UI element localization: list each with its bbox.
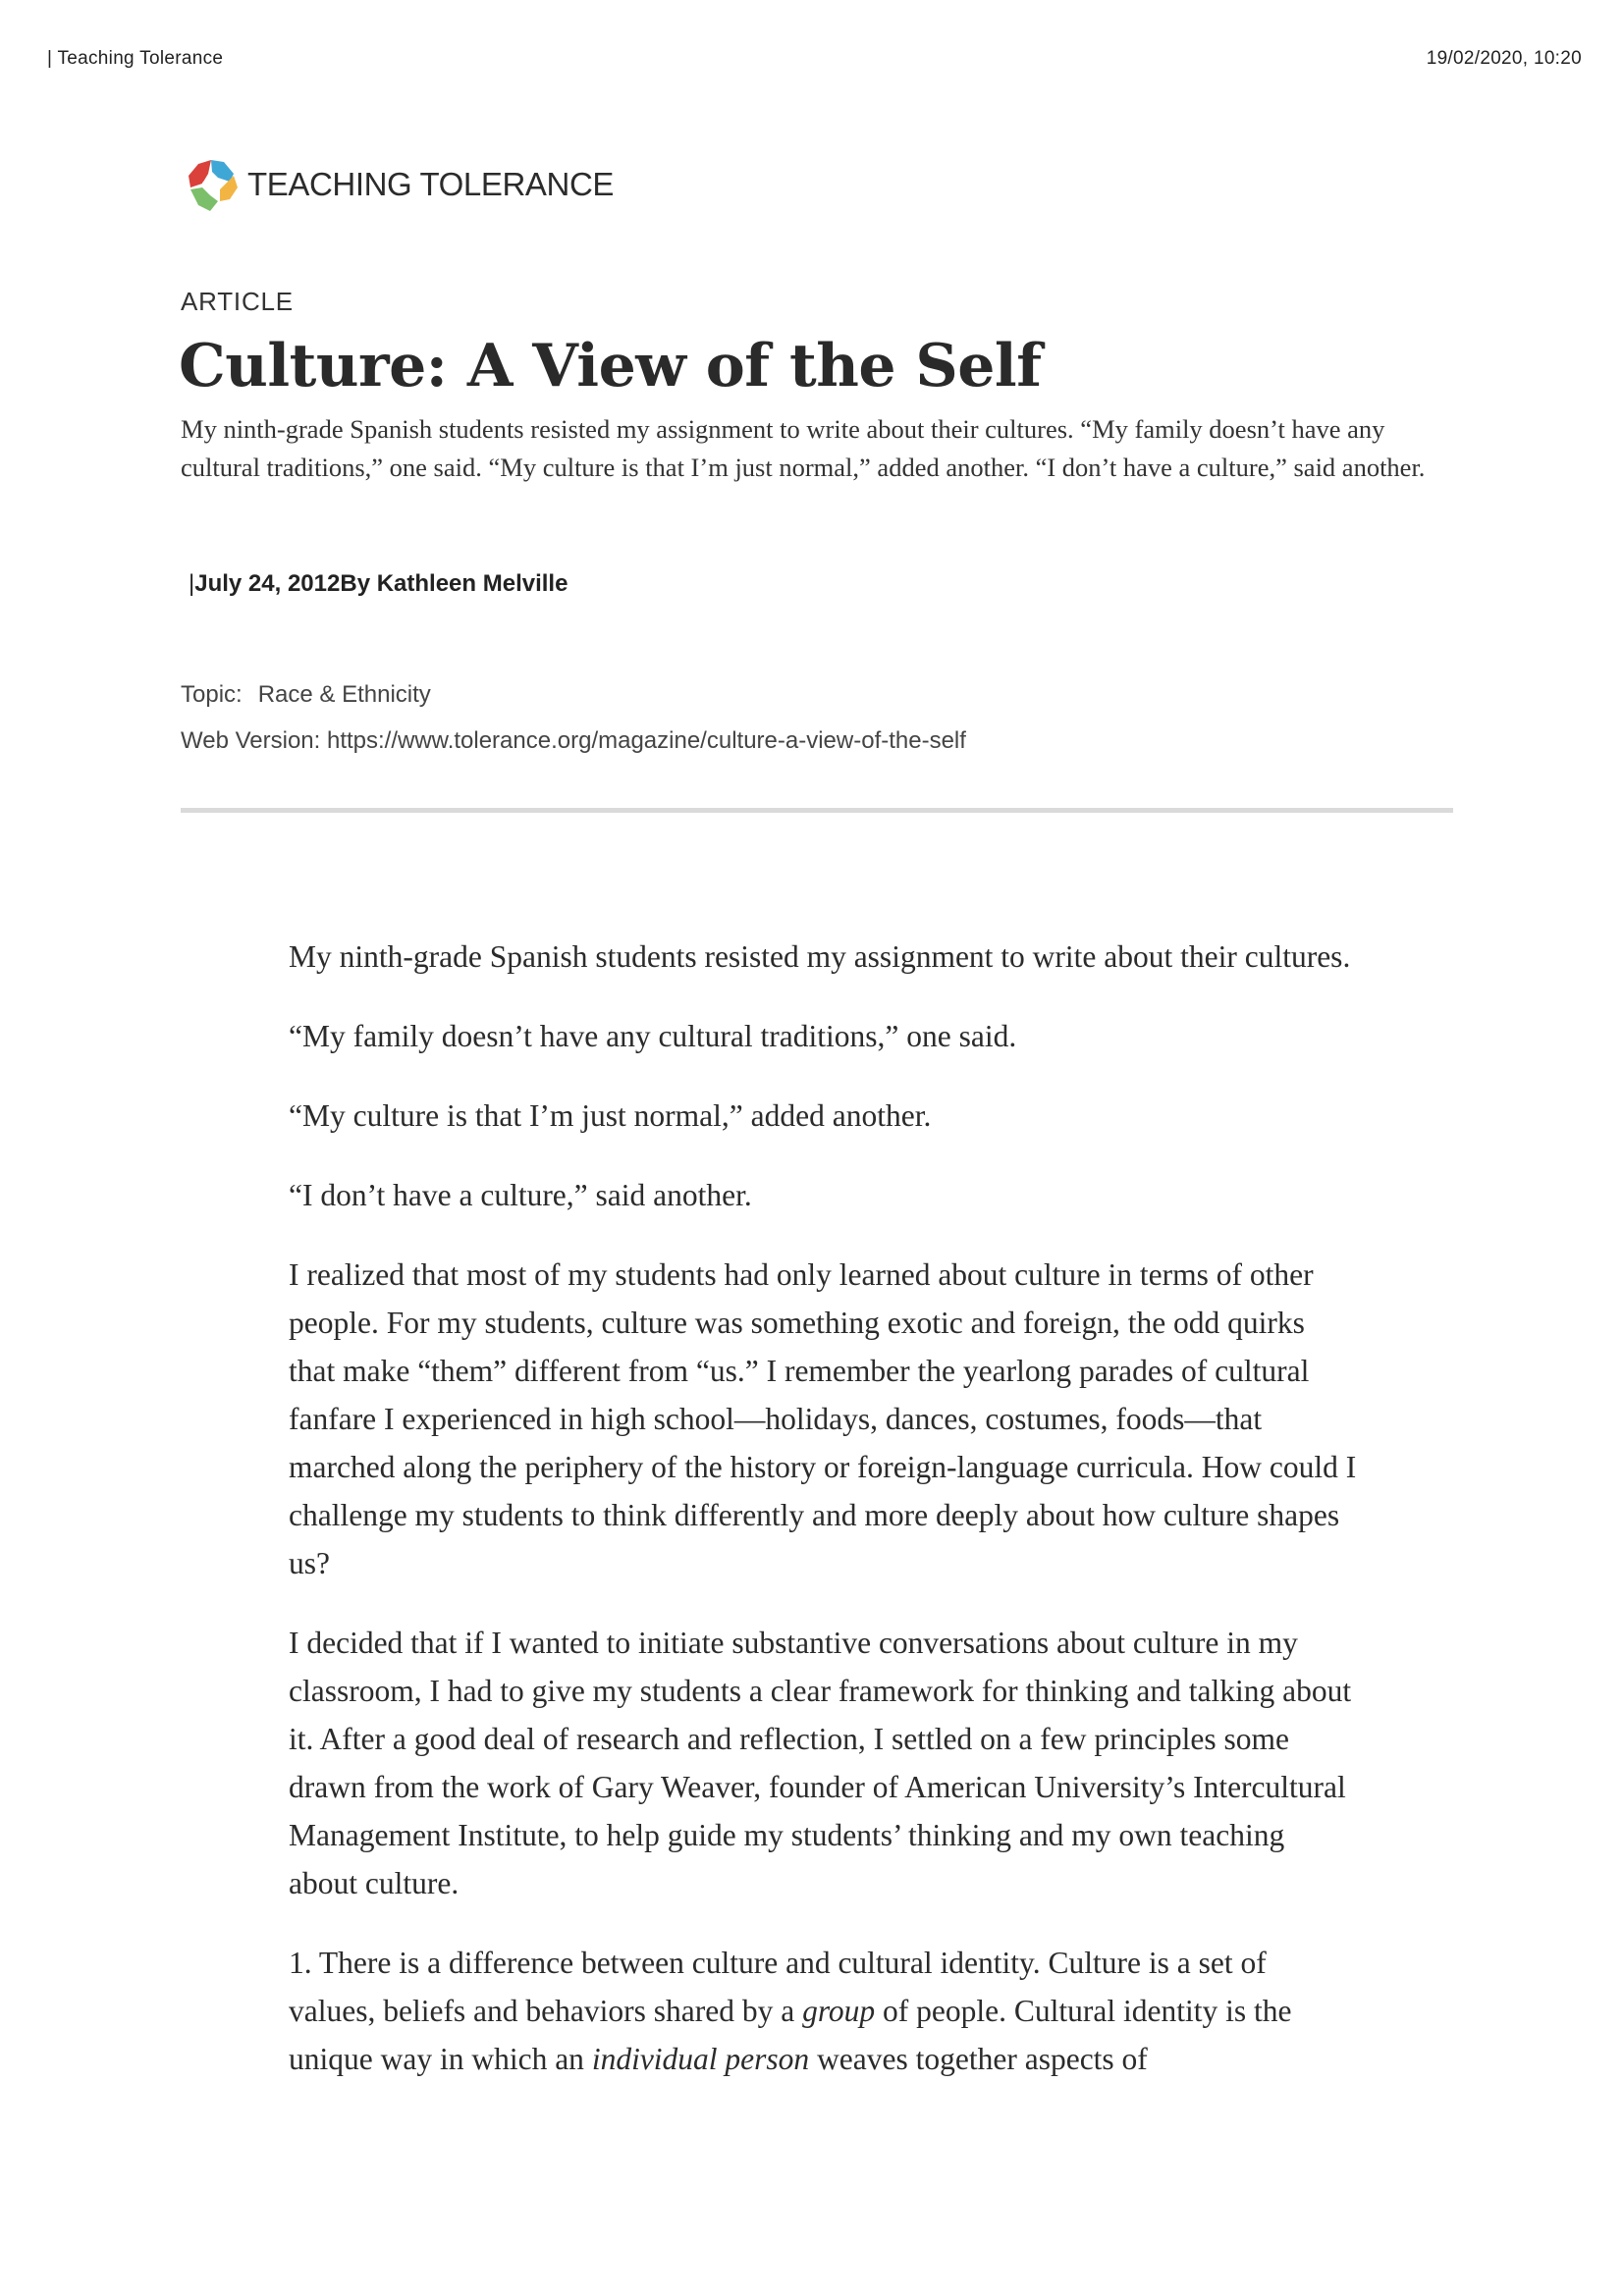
article-title: Culture: A View of the Self: [179, 332, 1042, 400]
p7-segment-c: weaves together aspects of: [809, 2042, 1148, 2076]
p7-emphasis-individual: individual person: [591, 2042, 810, 2076]
body-paragraph-5: I realized that most of my students had only learned about culture in terms of other people. For my students, culture was something exotic and foreign, the odd quirks that make “them” different from “us.” I remember the yearlong parades of cultural fanfare I experienced in high school—holidays, dances, costumes, foods—that marched along the periphery of the history or foreign-language curricula. How could I challenge my students to think differently and more deeply about how culture shapes us?: [289, 1257, 1357, 1580]
logo-petal-green: [190, 187, 218, 211]
p7-segment-a: 1. There is a difference between culture and cultural identity. Culture is a set of values, beliefs and behaviors shared by a: [289, 1946, 1267, 2028]
site-logo[interactable]: [181, 154, 614, 215]
byline-date: July 24, 2012: [194, 570, 341, 597]
body-paragraph-2: “My family doesn’t have any cultural traditions,” one said.: [289, 1019, 1017, 1053]
print-header-timestamp: 19/02/2020, 10:20: [1426, 48, 1582, 69]
section-divider: [181, 808, 1453, 813]
topic-label: Topic:: [181, 681, 243, 708]
topic-meta: [181, 681, 431, 709]
web-version-label: Web Version:: [181, 727, 321, 754]
teaching-tolerance-logo-icon: [181, 154, 242, 215]
article-body: [289, 933, 1359, 2114]
body-paragraph-6: I decided that if I wanted to initiate substantive conversations about culture in my classroom, I had to give my students a clear framework for thinking and talking about it. After a good deal of research and reflection, I settled on a few principles some drawn from the work of Gary Weaver, founder of American University’s Intercultural Management Institute, to help guide my students’ thinking and my own teaching about culture.: [289, 1626, 1352, 1900]
p7-emphasis-group: group: [802, 1994, 876, 2028]
topic-value[interactable]: Race & Ethnicity: [257, 681, 431, 708]
article-type-label: ARTICLE: [181, 287, 294, 316]
byline: [189, 570, 568, 598]
body-paragraph-1: My ninth-grade Spanish students resisted my assignment to write about their cultures.: [289, 939, 1351, 974]
byline-separator: |: [189, 570, 195, 597]
p7-segment-b: of people. Cultural identity is the unique way in which an: [289, 1994, 1292, 2076]
web-version-meta: [181, 727, 966, 755]
web-version-url[interactable]: https://www.tolerance.org/magazine/culture-a-view-of-the-self: [326, 727, 966, 754]
article-deck: My ninth-grade Spanish students resisted my assignment to write about their cultures. “My family doesn’t have any cultural traditions,” one said. “My culture is that I’m just normal,” added another. “I don’t have a culture,” said another.: [181, 414, 1426, 482]
print-header-site-title: | Teaching Tolerance: [47, 48, 224, 69]
body-paragraph-3: “My culture is that I’m just normal,” added another.: [289, 1098, 932, 1133]
byline-author: By Kathleen Melville: [340, 570, 568, 597]
logo-text: TEACHING TOLERANCE: [247, 166, 614, 202]
body-paragraph-4: “I don’t have a culture,” said another.: [289, 1178, 752, 1212]
body-paragraph-7: [289, 1939, 1359, 2083]
